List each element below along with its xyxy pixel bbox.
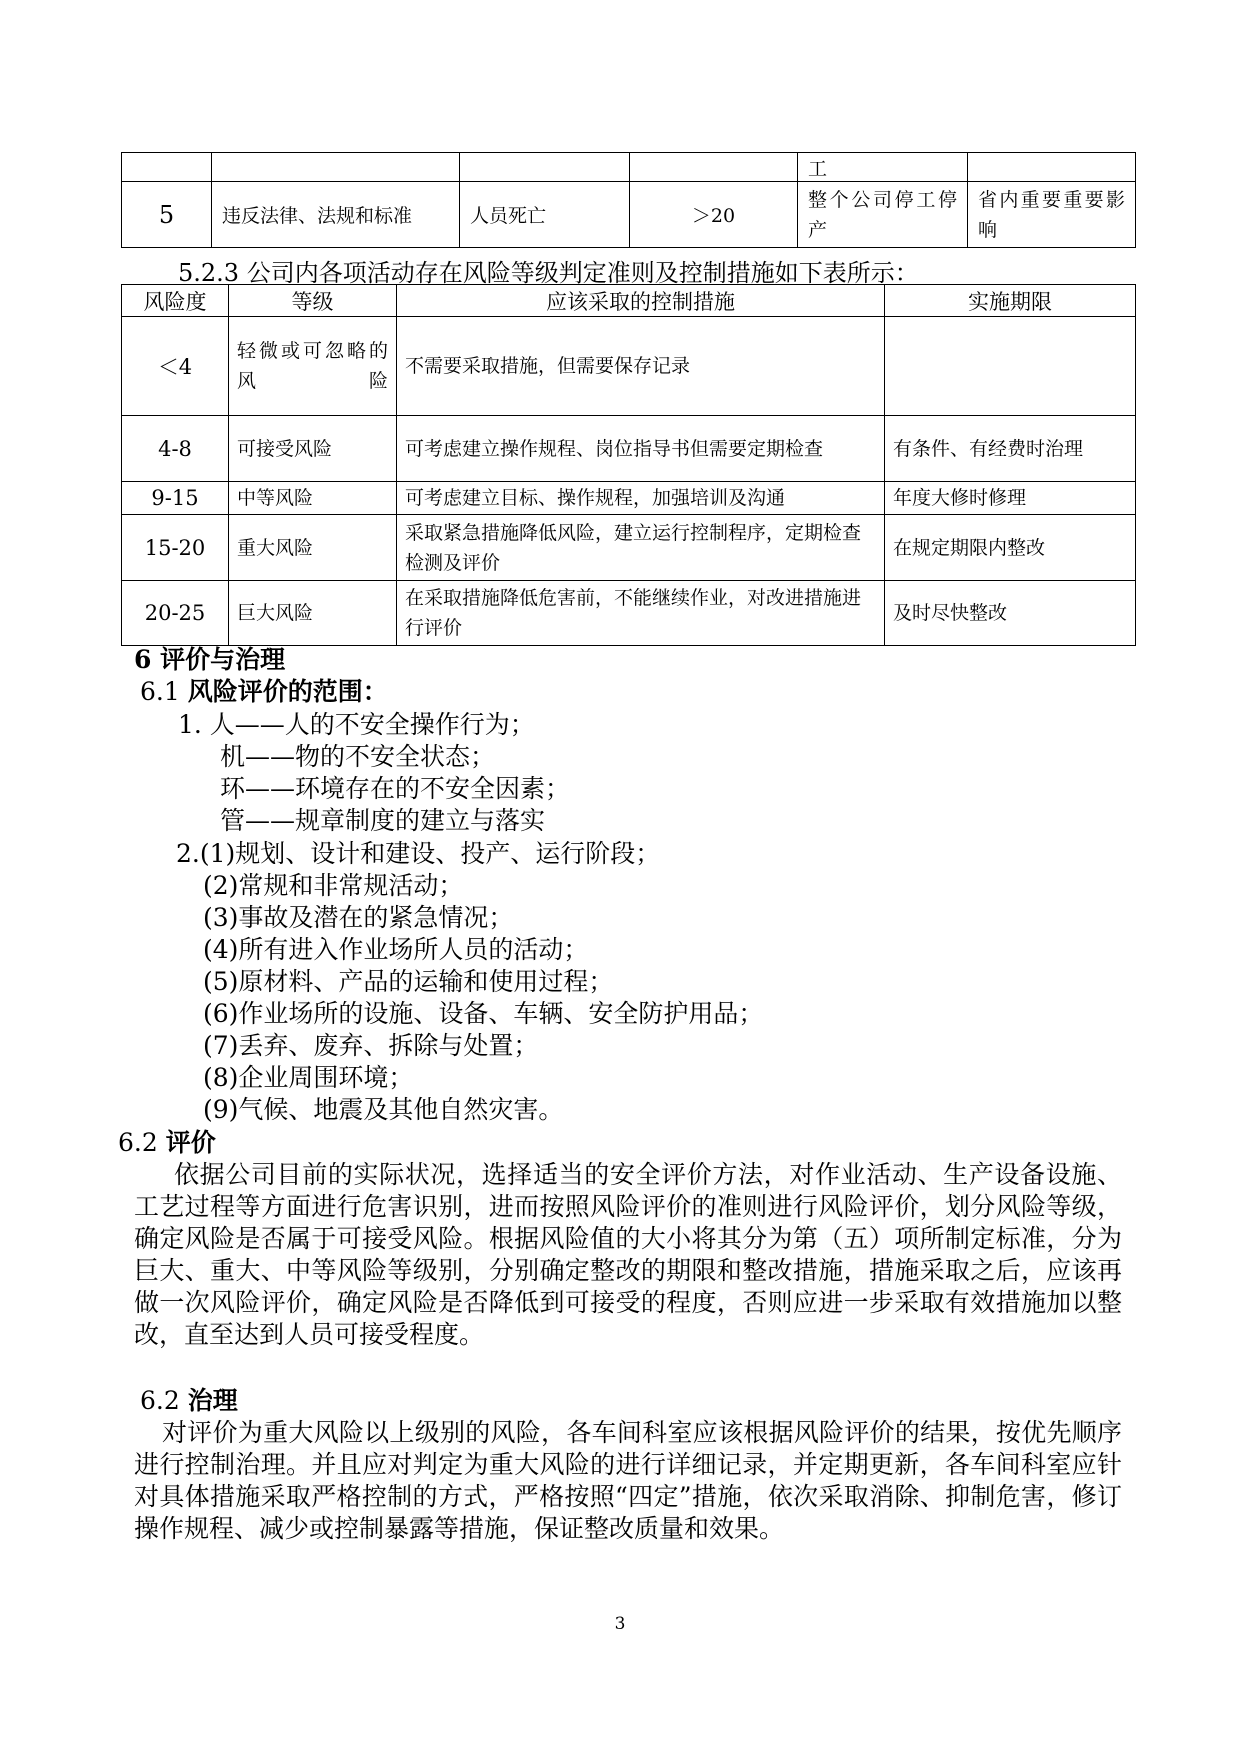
section-61-heading [140, 676, 388, 708]
table-row [122, 482, 1136, 515]
scope-item-2-8: (8)企业周围环境； [203, 1063, 414, 1092]
cell-level [229, 317, 397, 416]
scope-item-2-5: (5)原材料、产品的运输和使用过程； [203, 967, 614, 996]
cell-degree: 9-15 [122, 482, 229, 515]
evaluation-paragraph: 依据公司目前的实际状况，选择适当的安全评价方法，对作业活动、生产设备设施、工艺过程等方面进行危害识别，进而按照风险评价的准则进行风险评价，划分风险等级，确定风险是否属于可接受风险。根据风险值的大小将其分为第（五）项所制定标准，分为巨大、重大、中等风险等级别，分别确定整改的期限和整改措施，措施采取之后，应该再做一次风险评价，确定风险是否降低到可接受的程度，否则应进一步采取有效措施加以整改，直至达到人员可接受程度。 [134, 1160, 1122, 1349]
cell-stoppage: 整个公司停工停产 [798, 182, 968, 248]
section-title: 治理 [187, 1386, 238, 1415]
cell-measure: 不需要采取措施，但需要保存记录 [397, 317, 885, 416]
cell-degree: 15-20 [122, 515, 229, 581]
header-period: 实施期限 [885, 285, 1136, 317]
cell-period [885, 317, 1136, 416]
level-text: 轻微或可忽略的风险 [237, 340, 388, 392]
cell-law: 违反法律、法规和标准 [212, 182, 460, 248]
scope-item-2-4: (4)所有进入作业场所人员的活动； [203, 935, 589, 964]
consequence-table [121, 152, 1136, 248]
section-523-heading: 5.2.3 公司内各项活动存在风险等级判定准则及控制措施如下表所示： [178, 259, 919, 287]
section-6-heading: 6 评价与治理 [134, 645, 286, 674]
section-number: 6.2 [140, 1386, 188, 1415]
scope-item-2-2: (2)常规和非常规活动； [203, 871, 464, 900]
cell-impact: 省内重要重要影响 [968, 182, 1136, 248]
cell-level: 中等风险 [229, 482, 397, 515]
cell-level: 重大风险 [229, 515, 397, 581]
table-header-row [122, 285, 1136, 317]
table-row [122, 317, 1136, 416]
cell-measure: 在采取措施降低危害前，不能继续作业，对改进措施进行评价 [397, 581, 885, 646]
table-row [122, 182, 1136, 248]
cell-period: 有条件、有经费时治理 [885, 416, 1136, 482]
table-row [122, 416, 1136, 482]
header-degree: 风险度 [122, 285, 229, 317]
cell-loss [630, 153, 798, 182]
section-number: 6.1 [140, 677, 188, 706]
scope-item-2-7: (7)丢弃、废弃、拆除与处置； [203, 1031, 539, 1060]
scope-item-1: 1. 人——人的不安全操作行为； [178, 710, 535, 739]
cell-degree: ＜4 [122, 317, 229, 416]
cell-level: 巨大风险 [229, 581, 397, 646]
scope-item-2-3: (3)事故及潜在的紧急情况； [203, 903, 514, 932]
cell-law [212, 153, 460, 182]
scope-item-2-6: (6)作业场所的设施、设备、车辆、安全防护用品； [203, 999, 764, 1028]
table-row [122, 581, 1136, 646]
scope-item-1-machine: 机——物的不安全状态； [220, 742, 496, 771]
cell-casualty [460, 153, 630, 182]
section-number: 6.2 [118, 1128, 166, 1157]
section-62-governance-heading [140, 1385, 238, 1417]
scope-item-1-management: 管——规章制度的建立与落实 [220, 806, 546, 835]
risk-level-table [121, 284, 1136, 646]
scope-item-2-9: (9)气候、地震及其他自然灾害。 [203, 1095, 564, 1124]
cell-period: 年度大修时修理 [885, 482, 1136, 515]
cell-level: 5 [122, 182, 212, 248]
scope-item-2-1: 2.(1)规划、设计和建设、投产、运行阶段； [176, 839, 661, 868]
cell-level [122, 153, 212, 182]
cell-measure: 可考虑建立目标、操作规程，加强培训及沟通 [397, 482, 885, 515]
cell-loss: ＞20 [630, 182, 798, 248]
cell-period: 在规定期限内整改 [885, 515, 1136, 581]
governance-paragraph: 对评价为重大风险以上级别的风险，各车间科室应该根据风险评价的结果，按优先顺序进行控制治理。并且应对判定为重大风险的进行详细记录，并定期更新，各车间科室应针对具体措施采取严格控制的方式，严格按照“四定”措施，依次采取消除、抑制危害，修订操作规程、减少或控制暴露等措施，保证整改质量和效果。 [134, 1418, 1122, 1543]
table-row [122, 515, 1136, 581]
cell-casualty: 人员死亡 [460, 182, 630, 248]
cell-stoppage: 工 [798, 153, 968, 182]
cell-degree: 20-25 [122, 581, 229, 646]
page-number: 3 [614, 1614, 626, 1634]
cell-level: 可接受风险 [229, 416, 397, 482]
cell-impact [968, 153, 1136, 182]
cell-period: 及时尽快整改 [885, 581, 1136, 646]
cell-measure: 采取紧急措施降低风险，建立运行控制程序，定期检查检测及评价 [397, 515, 885, 581]
cell-measure: 可考虑建立操作规程、岗位指导书但需要定期检查 [397, 416, 885, 482]
header-level: 等级 [229, 285, 397, 317]
section-62-evaluation-heading [118, 1127, 216, 1159]
cell-degree: 4-8 [122, 416, 229, 482]
section-title: 风险评价的范围： [187, 677, 388, 706]
scope-item-1-environment: 环——环境存在的不安全因素； [220, 774, 571, 803]
section-title: 评价 [165, 1128, 216, 1157]
table-row [122, 153, 1136, 182]
header-measure: 应该采取的控制措施 [397, 285, 885, 317]
